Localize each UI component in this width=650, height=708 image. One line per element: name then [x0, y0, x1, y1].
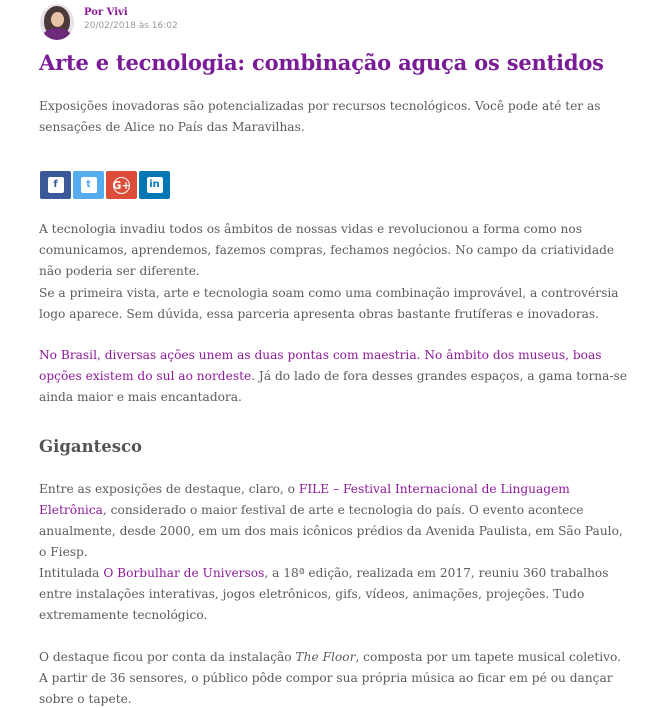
author-name[interactable]: Por Vivi	[84, 7, 128, 18]
paragraph-5-text-before: Intitulada	[39, 566, 104, 580]
linkedin-icon: in	[147, 177, 163, 193]
link-file-festival[interactable]: FILE – Festival Internacional de Linguagem Eletrônica	[39, 482, 570, 517]
paragraph-2: Se a primeira vista, arte e tecnologia soam como uma combinação improvável, a controvérsia logo aparece. Sem dúvida, essa parceria apresenta obras bastante frutíferas e inovadoras.	[39, 286, 619, 321]
paragraph-1: A tecnologia invadiu todos os âmbitos de nossas vidas e revolucionou a forma como nos comunicamos, aprendemos, fazemos compras, fechamos negócios. No campo da criatividade não poderia ser diferente.	[39, 222, 615, 278]
paragraph-6-text-after: , composta por um tapete musical coletivo. A partir de 36 sensores, o público pôde compor sua própria música ao ficar em pé ou dançar sobre o tapete.	[39, 650, 621, 706]
share-linkedin-button[interactable]	[139, 171, 170, 199]
paragraph-3	[39, 345, 631, 408]
paragraph-4-text-after: , considerado o maior festival de arte e tecnologia do país. O evento acontece anualmente, desde 2000, em um dos mais icônicos prédios da Avenida Paulista, em São Paulo, o Fiesp.	[39, 503, 623, 559]
share-googleplus-button[interactable]	[106, 171, 137, 199]
author-meta	[84, 7, 178, 31]
paragraph-6	[39, 647, 631, 708]
avatar-body	[43, 28, 71, 40]
paragraph-4-text-before: Entre as exposições de destaque, claro, o	[39, 482, 299, 496]
post-date: 20/02/2018 às 16:02	[84, 21, 178, 31]
author-block	[40, 4, 178, 44]
share-twitter-button[interactable]	[73, 171, 104, 199]
link-brasil-acoes[interactable]: No Brasil, diversas ações unem as duas pontas com maestria. No âmbito dos museus, boas opções existem do sul ao nordeste	[39, 348, 602, 383]
googleplus-icon: G+	[112, 178, 131, 192]
paragraph-4	[39, 479, 631, 563]
paragraph-5-text-after: , a 18ª edição, realizada em 2017, reuniu 360 trabalhos entre instalações interativas, jogos eletrônicos, gifs, vídeos, animações, projeções. Tudo extremamente tecnológico.	[39, 566, 609, 622]
avatar-face	[51, 12, 64, 27]
link-borbulhar-universos[interactable]: O Borbulhar de Universos	[103, 566, 265, 580]
share-bar	[40, 171, 170, 199]
facebook-icon: f	[48, 177, 64, 193]
article-title: Arte e tecnologia: combinação aguça os sentidos	[39, 50, 604, 75]
paragraph-3-text: . Já do lado de fora desses grandes espaços, a gama torna-se ainda maior e mais encantadora.	[39, 369, 627, 404]
section-heading: Gigantesco	[39, 437, 143, 456]
article-subtitle: Exposições inovadoras são potencializadas por recursos tecnológicos. Você pode até ter as sensações de Alice no País das Maravilhas.	[39, 99, 601, 134]
installation-name: The Floor	[295, 650, 356, 664]
paragraph-6-text-before: O destaque ficou por conta da instalação	[39, 650, 296, 664]
paragraph-5	[39, 563, 631, 626]
share-facebook-button[interactable]	[40, 171, 71, 199]
twitter-icon: t	[81, 177, 97, 193]
avatar[interactable]	[40, 4, 74, 40]
